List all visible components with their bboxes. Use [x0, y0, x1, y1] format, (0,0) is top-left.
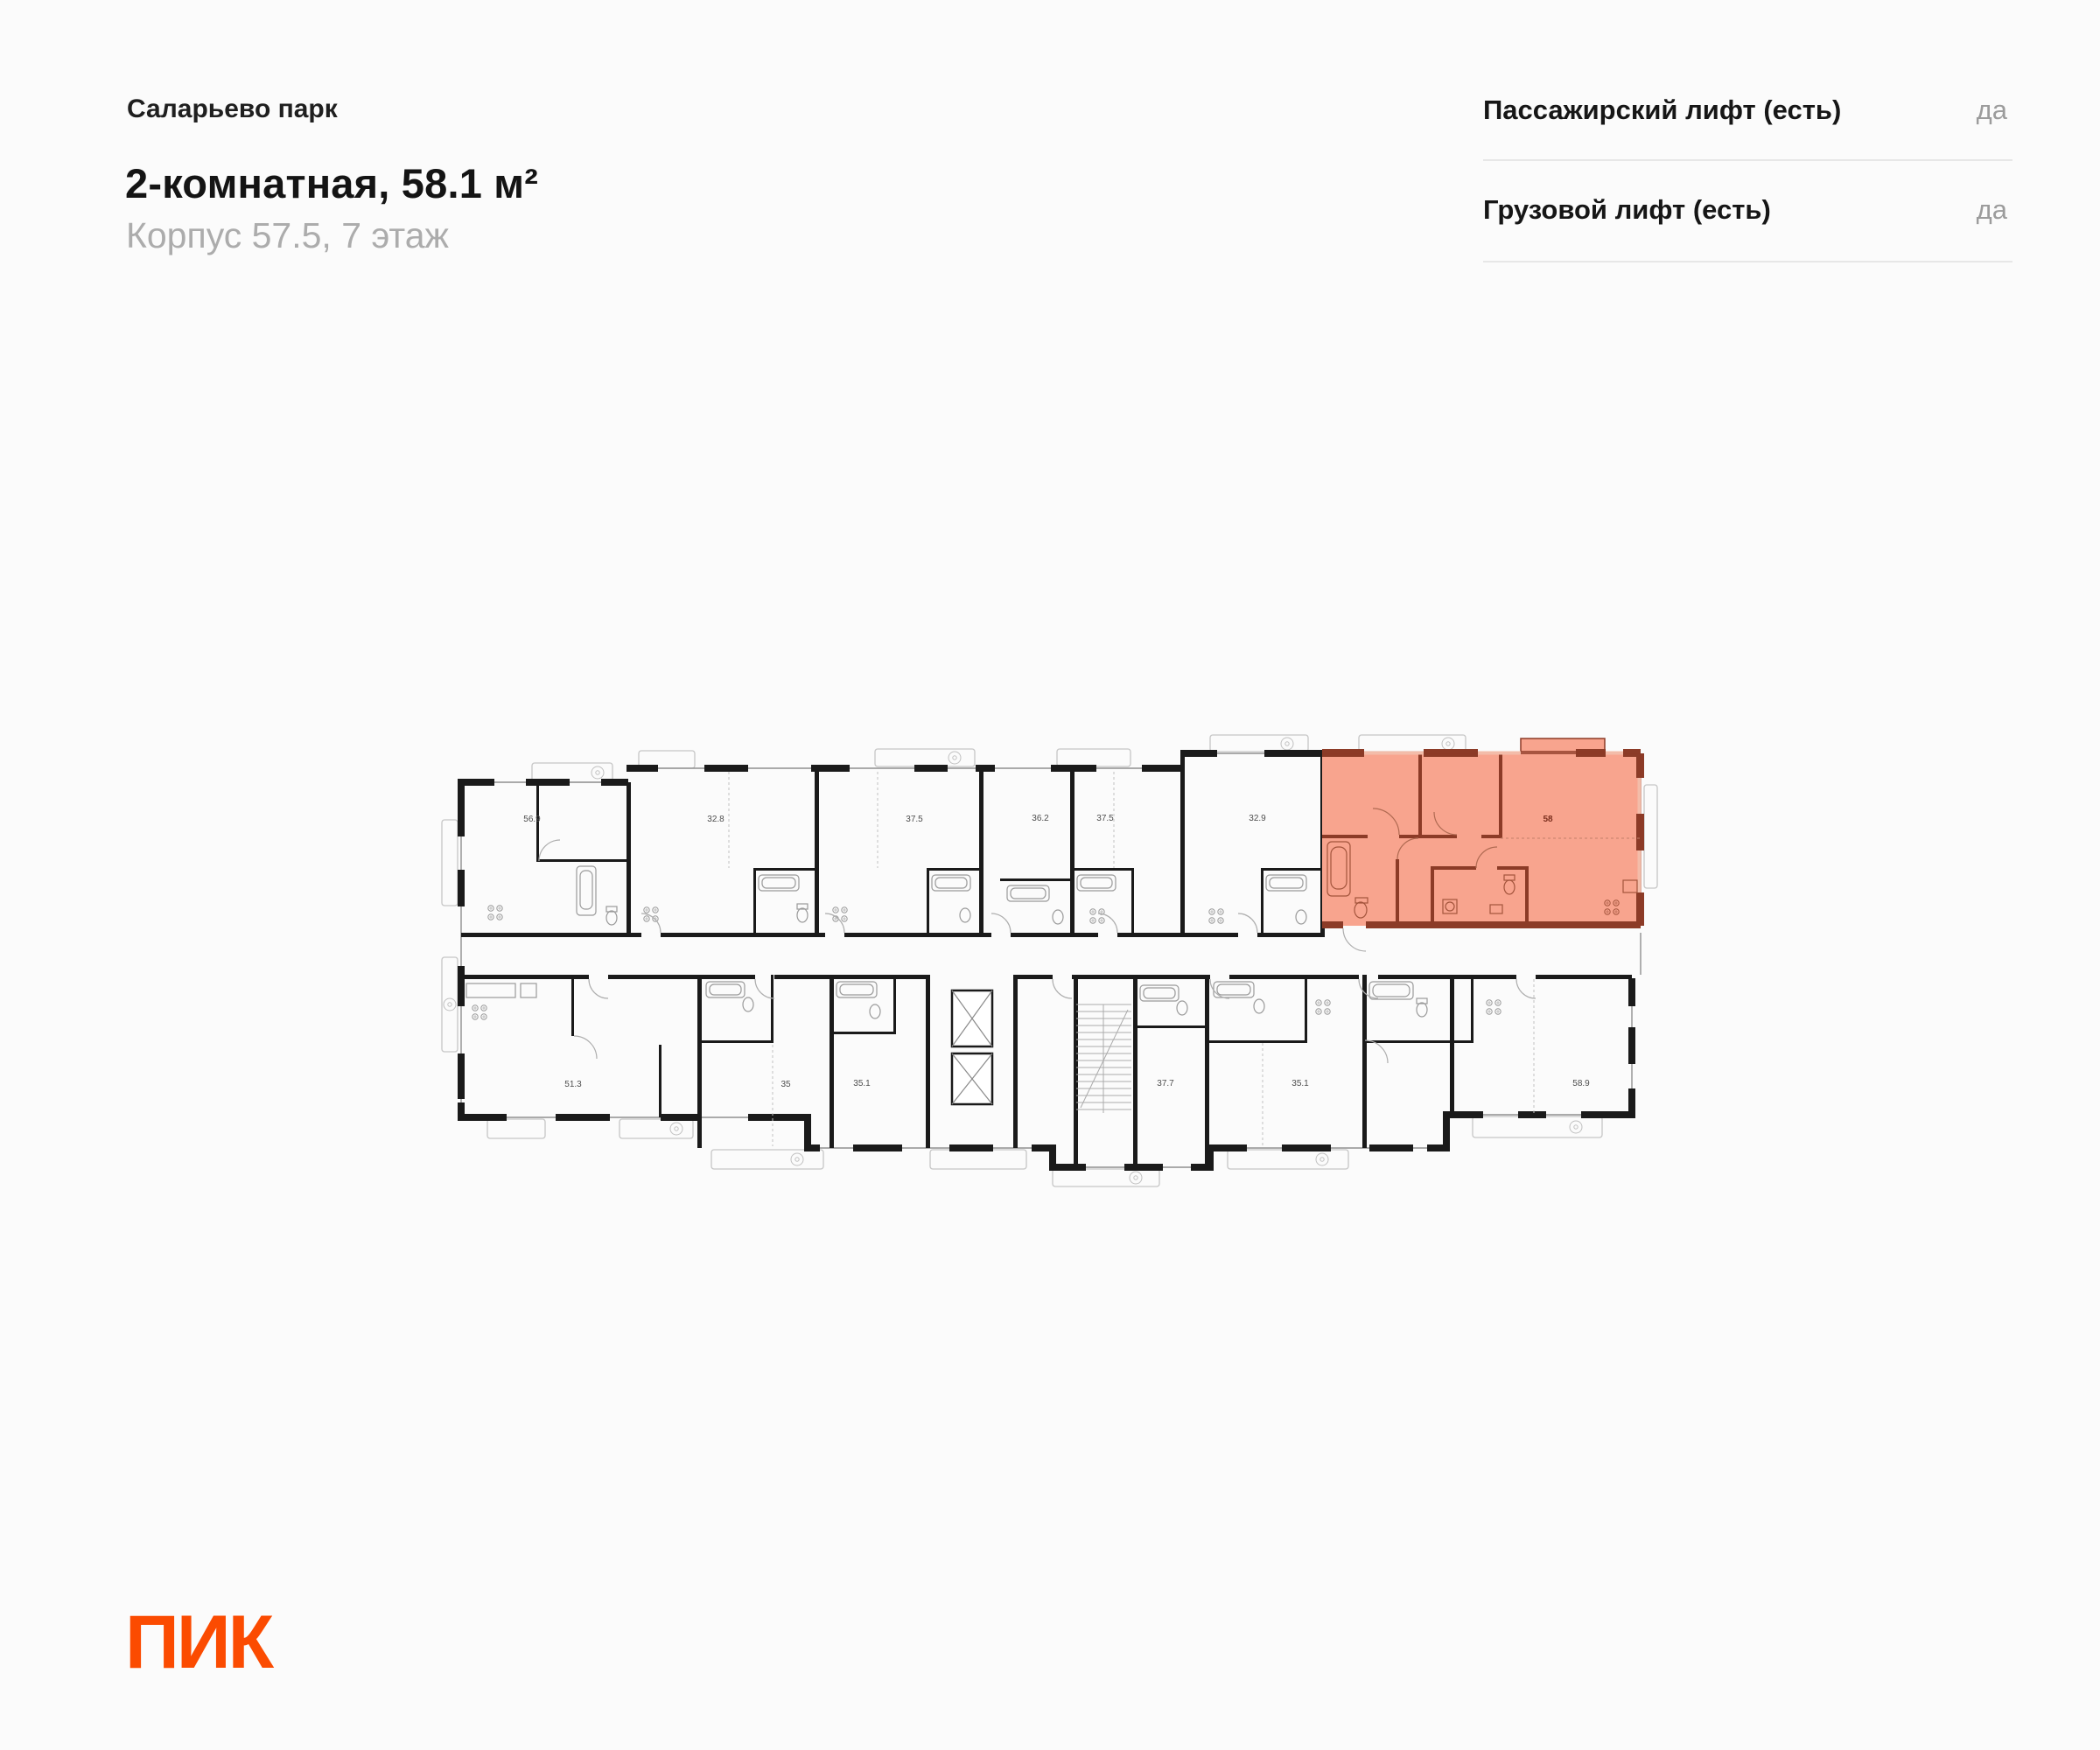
- highlighted-apartment[interactable]: [1322, 738, 1644, 951]
- area-label-top-5: 32.9: [1249, 814, 1266, 823]
- staircase: [1076, 1004, 1131, 1113]
- area-label-highlighted: 58: [1543, 815, 1553, 824]
- bathroom-fixtures: [466, 866, 1427, 1018]
- cargo-lift-row: [1483, 194, 2012, 226]
- project-name: Саларьево парк: [127, 94, 338, 123]
- area-label-top-4: 37.5: [1096, 814, 1114, 823]
- area-label-bottom-4: 35.1: [1292, 1079, 1309, 1088]
- area-label-bottom-5: 58.9: [1572, 1079, 1590, 1088]
- area-label-top-1: 32.8: [707, 815, 724, 824]
- area-label-bottom-2: 35.1: [853, 1079, 871, 1088]
- passenger-lift-row: [1483, 94, 2012, 126]
- divider: [1483, 159, 2012, 161]
- entrance-door-arc: [1343, 928, 1366, 951]
- highlighted-apartment-fill[interactable]: [1322, 753, 1641, 926]
- area-label-top-3: 36.2: [1032, 814, 1049, 823]
- elevator-shafts: [952, 990, 992, 1104]
- cargo-lift-value: да: [1976, 194, 2007, 225]
- divider: [1483, 261, 2012, 262]
- cargo-lift-label: Грузовой лифт (есть): [1483, 194, 1771, 225]
- pik-logo[interactable]: ПИК: [125, 1600, 272, 1684]
- area-label-top-0: 56.9: [523, 815, 541, 824]
- area-label-bottom-3: 37.7: [1157, 1079, 1174, 1088]
- floor-plan: [440, 730, 1661, 1192]
- passenger-lift-label: Пассажирский лифт (есть): [1483, 94, 1842, 125]
- area-label-top-2: 37.5: [906, 815, 923, 824]
- apartment-title: 2-комнатная, 58.1 м²: [125, 160, 539, 206]
- corridor-walls: [461, 933, 1632, 979]
- floor-info: Корпус 57.5, 7 этаж: [126, 215, 449, 256]
- passenger-lift-value: да: [1976, 94, 2007, 125]
- area-label-bottom-0: 51.3: [564, 1080, 582, 1089]
- area-label-bottom-1: 35: [780, 1080, 791, 1089]
